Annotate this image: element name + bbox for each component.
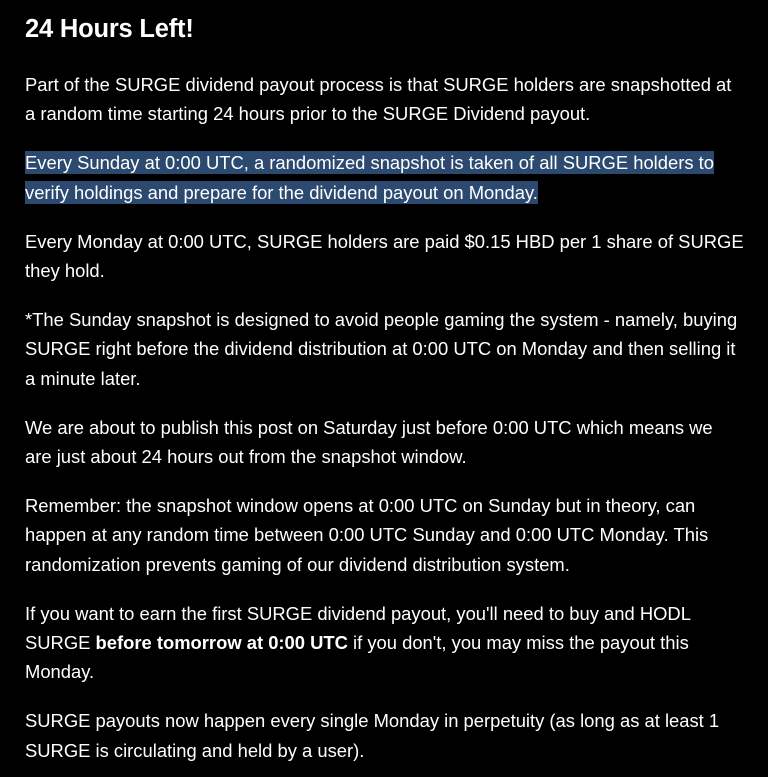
selected-text-highlight[interactable]: Every Sunday at 0:00 UTC, a randomized snapshot is taken of all SURGE holders to verify holdings and prepare for the dividend payout on Monday.: [25, 152, 714, 203]
post-title: 24 Hours Left!: [25, 15, 194, 43]
paragraph-snapshot-process: Part of the SURGE dividend payout process is that SURGE holders are snapshotted at a random time starting 24 hours prior to the SURGE Dividend payout.: [25, 74, 732, 125]
paragraph-snapshot-window: Remember: the snapshot window opens at 0:00 UTC on Sunday but in theory, can happen at any random time between 0:00 UTC Sunday and 0:00 UTC Monday. This randomization prevents gaming of our dividend distribution system.: [25, 495, 709, 575]
paragraph-buy-before: [25, 599, 744, 687]
paragraph-buy-before-tail: if you don't, you may miss the payout this Monday.: [25, 632, 689, 683]
paragraph-publish-timing: We are about to publish this post on Saturday just before 0:00 UTC which means we are just about 24 hours out from the snapshot window.: [25, 416, 713, 468]
paragraph-monday-payout: Every Monday at 0:00 UTC, SURGE holders are paid $0.15 HBD per 1 share of SURGE they hold.: [25, 230, 744, 282]
paragraph-perpetual-payouts: SURGE payouts now happen every single Monday in perpetuity (as long as at least 1 SURGE is circulating and held by a user).: [25, 710, 720, 761]
deadline-emphasis: before tomorrow at 0:00 UTC: [95, 632, 348, 654]
paragraph-snapshot-note: *The Sunday snapshot is designed to avoid people gaming the system - namely, buying SURGE right before the dividend distribution at 0:00 UTC on Monday and then selling it a minute later.: [25, 309, 738, 389]
paragraph-buy-before-lead: If you want to earn the first SURGE dividend payout, you'll need to buy and HODL SURGE: [25, 602, 691, 654]
paragraph-sunday-snapshot[interactable]: [25, 148, 744, 206]
